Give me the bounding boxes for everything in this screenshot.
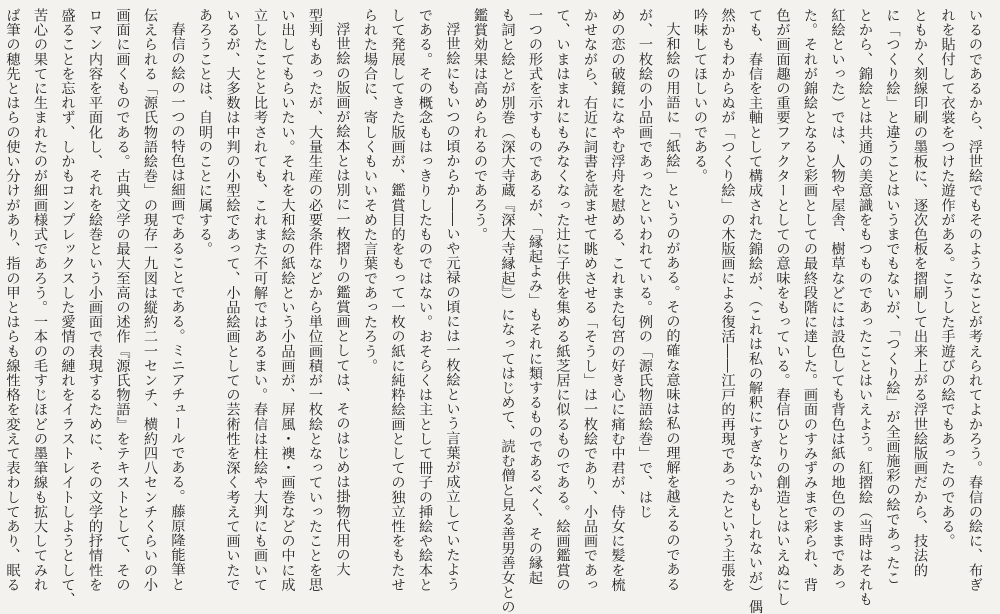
text-line: た。それが錦絵となると彩画としての最終段階に達した。画面のすみずみまで彩られ、背 xyxy=(802,8,818,592)
text-line: して発展してきた版画が、鑑賞目的をもって一枚の紙に純粋絵画としての独立性をもたせ xyxy=(389,8,406,592)
text-line: 浮世絵の版画が絵本とは別に一枚摺りの鑑賞画としては、そのはじめは掛物代用の大 xyxy=(334,22,351,577)
text-line: 苦心の果てに生まれたのが細画様式であろう。一本の毛すじほどの墨筆線も拡大してみれ xyxy=(32,8,48,592)
text-line: れを貼付して衣裳をつけた遊作がある。こうした手遊びの絵でもあったのである。 xyxy=(939,8,956,549)
text-line: 伝えられる「源氏物語絵巻」の現存一九図は縦約二一センチ、横約四八センチくらいの小 xyxy=(142,8,158,592)
text-line: 立したことと比考されても、これまた不可解ではあるまい。春信は柱絵や大判にも画いて xyxy=(252,8,268,592)
text-line: 春信の絵の一つの特色は細画であることである。ミニアチュールである。藤原隆能筆と xyxy=(169,22,186,592)
text-line: 一つの形式を示すものであるが、「縁起よみ」もそれに類するものであるべく、その縁起 xyxy=(527,8,543,585)
text-line: かせながら、右近に詞書を読ませて眺めさせる「そうし」は一枚絵であり、小品画であっ xyxy=(582,8,598,592)
text-line: 紅絵といった）では、人物や屋舎、樹草などには設色しても背色は紙の地色のままであっ xyxy=(829,8,846,592)
vertical-text-body xyxy=(4,8,988,614)
text-line: 大和絵の用語に「紙絵」というのがある。その的確な意味は私の理解を越えるのである xyxy=(664,22,681,592)
text-line: が、一枚絵の小品画であったといわれている。例の「源氏物語絵巻」で、はじ xyxy=(637,8,653,519)
text-line: 鑑賞効果は高められるのであろう。 xyxy=(472,8,488,242)
text-line: めの恋の破鏡になやむ浮舟を慰める、これまた匂宮の好き心に痛む中君が、侍女に髪を梳 xyxy=(609,8,626,592)
text-line: とから、錦絵とは共通の美意識をもつものであったことはいえよう。紅摺絵（当時はそれも xyxy=(857,8,873,607)
text-line: 盛ることを忘れず、しかもコンプレックスした愛情の縺れをイラストレイトしようとして、 xyxy=(59,8,76,607)
text-line: あろうことは、自明のことに属する。 xyxy=(197,8,213,257)
text-line: に「つくり絵」と違うことはいうまでもないが、「つくり絵」が全画施彩の絵であったこ xyxy=(884,8,901,585)
text-line: て、いまはまれにもみなくなった辻に子供を集める紙芝居に似るものである。絵画鑑賞の xyxy=(554,8,571,592)
text-line: 型判もあったが、大量生産の必要条件などから単位画積が一枚絵となっていったことを思 xyxy=(307,8,323,592)
text-line: られた場合に、寄しくもいいそめた言葉であったろう。 xyxy=(362,8,378,373)
text-line: い出してもらいたい。それを大和絵の紙絵という小品画が、屏風・襖・画巻などの中に成 xyxy=(279,8,296,592)
text-line: 然かもわからぬが「つくり絵」の木版画による復活――江戸的再現であったという主張を xyxy=(719,8,736,592)
text-line: いるのであるから、浮世絵でもそのようなことが考えられてよかろう。春信の絵に、布ぎ xyxy=(967,8,983,592)
text-line: 吟味してほしいのである。 xyxy=(692,8,708,184)
text-line: 浮世絵にもいつの頃からか――いや元禄の頃には一枚絵という言葉が成立していたよう xyxy=(444,22,461,592)
text-line: ロマン内容を平面化し、それを絵巻という小画面で表現するために、その文学的抒情性を xyxy=(87,8,103,592)
text-line: ても、春信を主軸として構成された錦絵が、（これは私の解釈にすぎないかもしれないが）偶 xyxy=(747,8,763,614)
text-line: も詞と絵とが別巻（深大寺蔵『深大寺縁起』）になってはじめて、読む僧と見る善男善女との xyxy=(499,8,516,614)
text-line: である。その概念もはっきりしたものではない。おそらくは主として冊子の挿絵や絵本と xyxy=(417,8,433,592)
text-line: ば筆の穂先とはらの使い分けがあり、指の甲とはらも線性格を変えて表わしてあり、眠る xyxy=(4,8,21,592)
text-line: 画面に画くものである。古典文学の最大至高の述作『源氏物語』をテキストとして、その xyxy=(114,8,131,592)
text-line: 色が画面趣の重要ファクターとしての意味をもっている。春信ひとりの創造とはいえぬにし xyxy=(774,8,791,607)
text-line: いるが、大多数は中判の小型絵であって、小品絵画としての芸術性を深く考えて画いたで xyxy=(224,8,241,592)
text-line: ともかく刻線印刷の墨板に、逐次色板を摺刷して出来上がる浮世絵版画だから、技法的 xyxy=(912,8,928,578)
